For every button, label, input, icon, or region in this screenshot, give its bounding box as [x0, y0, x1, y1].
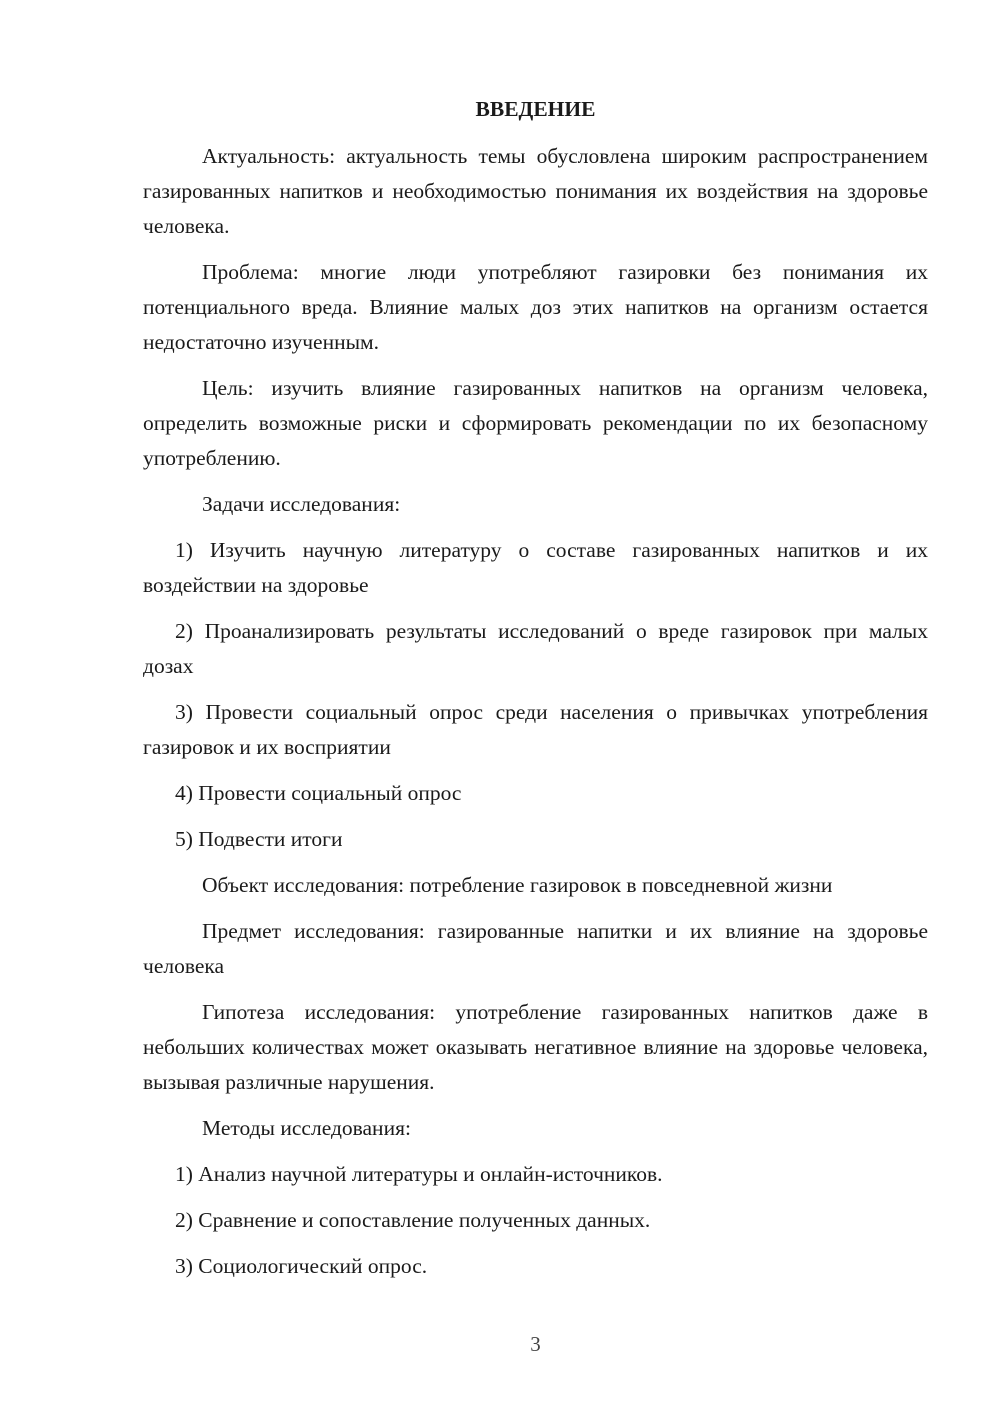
paragraph-tasks-heading: Задачи исследования: [202, 492, 401, 516]
paragraph-problem: Проблема: многие люди употребляют газировки без понимания их потенциального вреда. Влияние малых доз этих напитков на организм остается недостаточно изученным. [143, 260, 928, 354]
task-item-2: 2) Проанализировать результаты исследований о вреде газировок при малых дозах [143, 619, 928, 678]
task-item-3: 3) Провести социальный опрос среди населения о привычках употребления газировок и их восприятии [143, 700, 928, 759]
method-item-1: 1) Анализ научной литературы и онлайн-источников. [175, 1162, 663, 1186]
paragraph-object: Объект исследования: потребление газировок в повседневной жизни [202, 873, 833, 897]
task-item-4: 4) Провести социальный опрос [175, 781, 462, 805]
paragraph-relevance: Актуальность: актуальность темы обусловлена широким распространением газированных напитков и необходимостью понимания их воздействия на здоровье человека. [143, 144, 928, 238]
paragraph-hypothesis: Гипотеза исследования: употребление газированных напитков даже в небольших количествах может оказывать негативное влияние на здоровье человека, вызывая различные нарушения. [143, 1000, 928, 1094]
paragraph-subject: Предмет исследования: газированные напитки и их влияние на здоровье человека [143, 919, 928, 978]
document-page [143, 92, 928, 1295]
paragraph-methods-heading: Методы исследования: [202, 1116, 411, 1140]
method-item-3: 3) Социологический опрос. [175, 1254, 428, 1278]
page-title: ВВЕДЕНИЕ [475, 97, 596, 121]
task-item-1: 1) Изучить научную литературу о составе газированных напитков и их воздействии на здоровье [143, 538, 928, 597]
method-item-2: 2) Сравнение и сопоставление полученных данных. [175, 1208, 651, 1232]
page-number: 3 [530, 1332, 541, 1356]
paragraph-goal: Цель: изучить влияние газированных напитков на организм человека, определить возможные риски и сформировать рекомендации по их безопасному употреблению. [143, 376, 928, 470]
task-item-5: 5) Подвести итоги [175, 827, 343, 851]
